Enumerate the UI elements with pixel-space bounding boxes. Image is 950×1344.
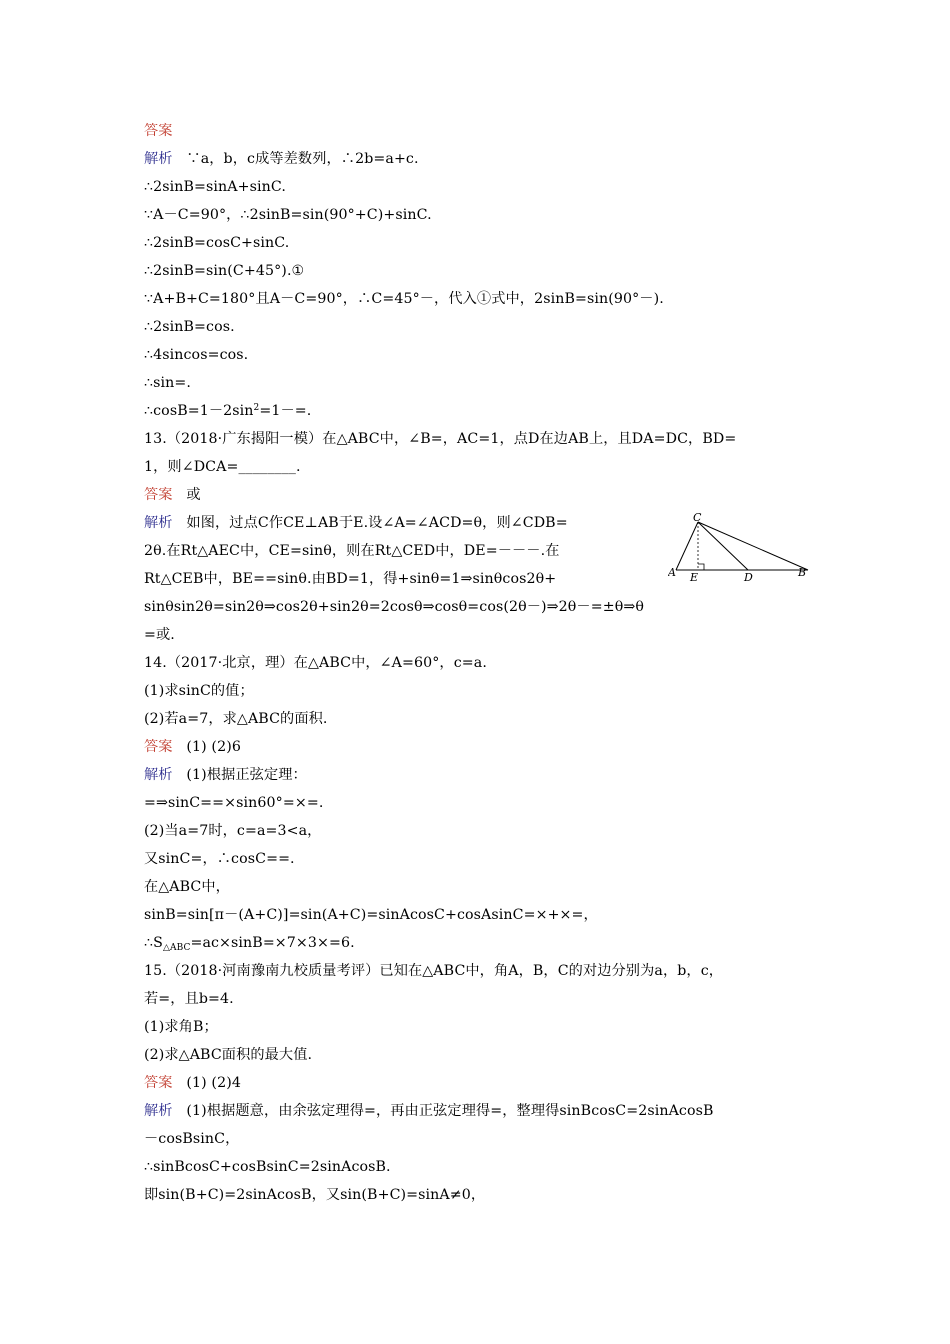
text-line: sinB=sin[π－(A+C)]=sin(A+C)=sinAcosC+cosAsinC=×+×=，: [144, 907, 598, 923]
analysis-label: 解析: [144, 767, 173, 783]
question-13: 13.（2018·广东揭阳一模）在△ABC中，∠B=，AC=1，点D在边AB上，且DA=DC，BD=: [144, 431, 737, 447]
label-b: B: [798, 566, 807, 579]
text-line: (2)当a=7时，c=a=3<a，: [144, 823, 322, 839]
answer-label: 答案: [144, 1075, 173, 1091]
text-line: ∴sinBcosC+cosBsinC=2sinAcosB.: [144, 1159, 391, 1175]
text-line: (1)求sinC的值；: [144, 683, 254, 699]
text-line: 解析 (1)根据正弦定理：: [144, 767, 307, 783]
answer-label: 答案: [144, 739, 173, 755]
analysis-label: 解析: [144, 515, 173, 531]
answer-label: 答案: [144, 487, 173, 503]
analysis-label: 解析: [144, 1103, 173, 1119]
label-c: C: [693, 512, 702, 524]
triangle-figure: [668, 512, 814, 584]
text-line: $\therefore S_{\triangle ABC}=ac\times\sin B=\times 7\times 3\times=6$.: [144, 935, 355, 953]
text-line: 1，则∠DCA=________.: [144, 459, 301, 475]
text-line: －cosBsinC，: [144, 1131, 240, 1147]
text-line: 在△ABC中，: [144, 879, 230, 895]
text-line: 又sinC=，∴cosC==.: [144, 851, 295, 867]
text-line: =⇒sinC==×sin60°=×=.: [144, 795, 324, 811]
analysis-label: 解析: [144, 151, 173, 167]
text-line: (1)求角B；: [144, 1019, 218, 1035]
text-line: ∴2sinB=cosC+sinC.: [144, 235, 290, 251]
text-line: ∴2sinB=sin(C+45°).①: [144, 263, 305, 279]
text-line: ∵A+B+C=180°且A－C=90°，∴C=45°－，代入①式中，2sinB=sin(90°－).: [144, 291, 664, 307]
text-line: 若=，且b=4.: [144, 991, 234, 1007]
text-line: 2θ.在Rt△AEC中，CE=sinθ，则在Rt△CED中，DE=－－－.在: [144, 543, 560, 559]
text-line: ∴sin=.: [144, 375, 191, 391]
text-line: (2)若a=7，求△ABC的面积.: [144, 711, 328, 727]
label-d: D: [744, 571, 753, 584]
label-e: E: [690, 571, 699, 584]
text-line: ∵A－C=90°，∴2sinB=sin(90°+C)+sinC.: [144, 207, 432, 223]
text-line: =或.: [144, 627, 175, 643]
text-line: ∴4sincos=cos.: [144, 347, 249, 363]
text-line: sinθsin2θ=sin2θ⇒cos2θ+sin2θ=2cosθ⇒cosθ=cos(2θ－)⇒2θ－=±θ⇒θ: [144, 599, 644, 615]
text-line: 答案 或: [144, 487, 201, 503]
text-line: ∴2sinB=cos.: [144, 319, 235, 335]
text-line: ∴2sinB=sinA+sinC.: [144, 179, 286, 195]
text-line: 答案 (1) (2)4: [144, 1075, 241, 1091]
text-line: 解析 如图，过点C作CE⊥AB于E.设∠A=∠ACD=θ，则∠CDB=: [144, 515, 568, 531]
text-line: (2)求△ABC面积的最大值.: [144, 1047, 313, 1063]
text-line: 答案 (1) (2)6: [144, 739, 241, 755]
text-line: 即sin(B+C)=2sinAcosB，又sin(B+C)=sinA≠0，: [144, 1187, 486, 1203]
text-line: 解析 (1)根据题意，由余弦定理得=，再由正弦定理得=，整理得sinBcosC=2sinAcosB: [144, 1103, 714, 1119]
text-line: $\therefore\cos B=1-2\sin^2=1-=$.: [144, 403, 312, 419]
text-line: Rt△CEB中，BE==sinθ.由BD=1，得+sinθ=1⇒sinθcos2θ+: [144, 571, 557, 587]
question-15: 15.（2018·河南豫南九校质量考评）已知在△ABC中，角A，B，C的对边分别为a，b，c，: [144, 963, 724, 979]
label-a: A: [668, 566, 676, 579]
text-line: 解析 ∵a，b，c成等差数列，∴2b=a+c.: [144, 151, 419, 167]
question-14: 14.（2017·北京，理）在△ABC中，∠A=60°，c=a.: [144, 655, 487, 671]
answer-label: 答案: [144, 123, 173, 139]
